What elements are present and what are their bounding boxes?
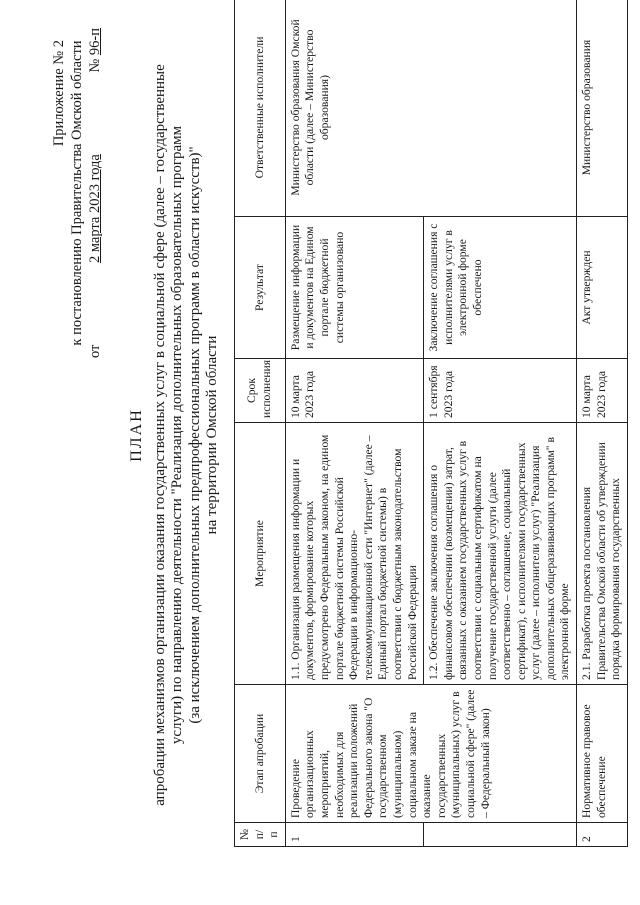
table-row	[577, 0, 628, 847]
row-event: 1.1. Организация размещения информации и документов, формирование которых предусмотрено Федеральным законом, на едином портале бюджетной системы Российской Федерации в информационно-телекоммуникационной сети "Интернет" (далее – Единый портал бюджетной системы) в соответствии с бюджетным законодательством Российской Федерации	[285, 423, 423, 685]
header-result: Результат	[235, 217, 286, 359]
table-header-row	[235, 0, 286, 847]
plan-title-line-4: на территории Омской области	[204, 335, 220, 535]
header-event: Мероприятие	[235, 423, 286, 685]
header-responsible: Ответственные исполнители	[235, 0, 286, 217]
row-num	[424, 823, 577, 847]
appendix-no-label: №	[87, 58, 103, 73]
row-term: 1 сентября 2023 года	[424, 359, 577, 423]
row-result: Размещение информации и документов на Едином портале бюджетной системы организовано	[285, 217, 423, 359]
row-responsible: Министерство образования Омской области (далее – Министерство образования)	[285, 0, 576, 217]
row-stage: Проведение организационных мероприятий, необходимых для реализации положений Федерального закона "О государственном (муниципальном) социальном заказе на оказание государственных (муниципальных) услуг в социальной сфере" (далее – Федеральный закон)	[285, 685, 576, 823]
row-term: 10 марта 2023 года	[285, 359, 423, 423]
appendix-resolution-ref: к постановлению Правительства Омской области	[69, 40, 85, 346]
header-term: Срок исполнения	[235, 359, 286, 423]
plan-table	[234, 0, 628, 847]
row-result: Акт утвержден	[577, 217, 628, 359]
plan-title-line-1: апробации механизмов организации оказания государственных услуг в социальной сфере (далее – государственные	[151, 64, 168, 806]
row-num: 2	[577, 823, 628, 847]
appendix-date-line	[86, 28, 104, 358]
plan-title-block	[128, 25, 222, 845]
appendix-doc-number: 96-п	[87, 28, 103, 56]
plan-title-line-2: услуги) по направлению деятельности "Реализация дополнительных образовательных программ	[169, 125, 185, 745]
row-result: Заключение соглашения с исполнителями услуг в электронной форме обеспечено	[424, 217, 577, 359]
plan-heading: ПЛАН	[128, 408, 145, 462]
appendix-number: Приложение № 2	[51, 40, 67, 147]
header-num: № п/п	[235, 823, 286, 847]
row-responsible: Министерство образования	[577, 0, 628, 217]
row-event: 2.1. Разработка проекта постановления Правительства Омской области об утверждении порядка формирования государственных	[577, 423, 628, 685]
appendix-date: 2 марта 2023 года	[87, 154, 103, 264]
header-stage: Этап апробации	[235, 685, 286, 823]
plan-title-line-3: (за исключением дополнительных предпрофессиональных программ в области искусств)"	[186, 146, 203, 724]
row-term: 10 марта 2023 года	[577, 359, 628, 423]
appendix-block	[50, 28, 104, 358]
appendix-from-label: от	[87, 344, 103, 358]
row-event: 1.2. Обеспечение заключения соглашения о финансовом обеспечении (возмещении) затрат, связанных с оказанием государственных услуг в соответствии с социальным сертификатом на получение государственной услуги (далее соответственно – соглашение, социальный сертификат), с исполнителями государственных услуг (далее – исполнители услуг) "Реализация дополнительных общеразвивающих программ" в электронной форме	[424, 423, 577, 685]
table-row	[285, 0, 423, 847]
row-num: 1	[285, 823, 423, 847]
row-stage: Нормативное правовое обеспечение	[577, 685, 628, 823]
